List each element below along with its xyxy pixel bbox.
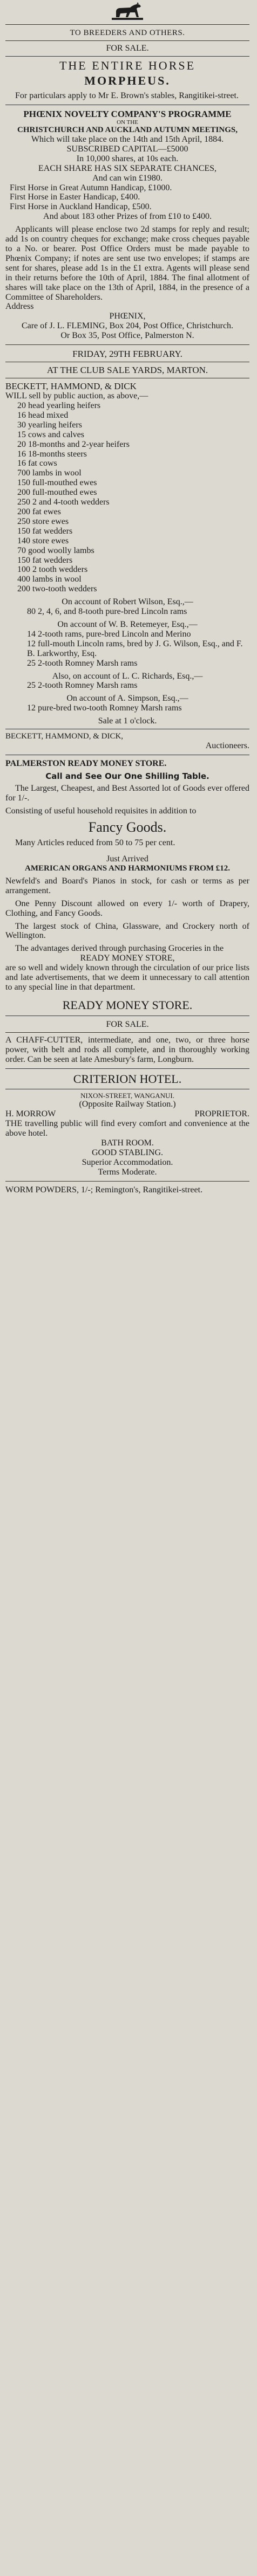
horse-heading: THE ENTIRE HORSE (59, 58, 196, 72)
sale-signature-title: Auctioneers. (205, 741, 249, 750)
divider (5, 344, 249, 345)
chaff-for-sale: FOR SALE. (106, 1020, 149, 1030)
store-para-7: The advantages derived through purchasing Groceries in the (15, 944, 224, 954)
store-para-3: Many Articles reduced from 50 to 75 per cent. (15, 838, 175, 848)
stock-item: 200 fat ewes (17, 507, 61, 516)
divider (5, 1181, 249, 1182)
richards-account: Also, on account of L. C. Richards, Esq.,— (52, 671, 203, 681)
store-para-1: The Largest, Cheapest, and Best Assorted lot of Goods ever offered for 1/-. (5, 784, 249, 803)
sale-firm: BECKETT, HAMMOND, & DICK (5, 381, 137, 392)
wilson-rams: 80 2, 4, 6, and 8-tooth pure-bred Lincoln rams (27, 607, 187, 617)
phoenix-prize-4: And about 183 other Prizes of from £10 to £400. (43, 212, 212, 222)
stock-item: 16 head mixed (17, 410, 69, 420)
divider (5, 56, 249, 57)
section-title: TO BREEDERS AND OTHERS. (70, 29, 185, 37)
stock-item: 400 lambs in wool (17, 575, 82, 584)
just-arrived: Just Arrived (106, 854, 148, 864)
hotel-title: CRITERION HOTEL. (73, 1072, 182, 1086)
phoenix-care-of: Care of J. L. FLEMING, Box 204, Post Office, Christchurch. (21, 321, 234, 331)
store-para-4: Newfeld's and Board's Pianos in stock, for cash or terms as per arrangement. (5, 876, 249, 895)
stock-item: 100 2 tooth wedders (17, 565, 88, 575)
masthead-emblem (5, 0, 249, 20)
stock-item: 20 18-months and 2-year heifers (17, 439, 130, 449)
organs: AMERICAN ORGANS AND HARMONIUMS FROM £12. (25, 864, 230, 873)
phoenix-prize-2: First Horse in Easter Handicap, £400. (10, 192, 140, 202)
stock-item: 250 2 and 4-tooth wedders (17, 498, 110, 507)
simpson-account: On account of A. Simpson, Esq.,— (66, 694, 188, 703)
phoenix-win: And can win £1980. (92, 173, 163, 183)
stock-item: 200 full-mouthed ewes (17, 488, 97, 498)
hotel-stabling: GOOD STABLING. (91, 1148, 164, 1157)
horse-body: For particulars apply to Mr E. Brown's stables, Rangitikei-street. (15, 91, 239, 100)
for-sale-label: FOR SALE. (106, 43, 149, 53)
fancy-goods: Fancy Goods. (88, 819, 167, 835)
proprietor-name: H. MORROW (5, 1109, 56, 1119)
retemeyer-rams-1: 14 2-tooth rams, pure-bred Lincoln and Merino (27, 629, 191, 639)
store-para-5: One Penny Discount allowed on every 1/- worth of Drapery, Clothing, and Fancy Goods. (5, 899, 249, 918)
store-para-8: are so well and widely known through the circulation of our price lists and late advertisements, that we deem it unnecessary to call attention to any special line in that department. (5, 963, 249, 992)
stock-item: 150 fat wedders (17, 555, 73, 565)
phoenix-shares: In 10,000 shares, at 10s each. (76, 154, 179, 163)
sale-signature-firm: BECKETT, HAMMOND, & DICK, (5, 732, 124, 741)
sale-time: Sale at 1 o'clock. (98, 716, 157, 726)
phoenix-capital: SUBSCRIBED CAPITAL—£5000 (66, 144, 188, 154)
phoenix-on-the: ON THE (117, 119, 138, 126)
simpson-rams: 12 pure-bred two-tooth Romney Marsh rams (27, 703, 182, 713)
phoenix-each-share: EACH SHARE HAS SIX SEPARATE CHANCES, (38, 163, 217, 173)
stock-list (5, 401, 249, 594)
hotel-accommodation: Superior Accommodation. (82, 1157, 173, 1167)
hotel-terms: Terms Moderate. (98, 1167, 157, 1177)
stock-item: 150 fat wedders (17, 526, 73, 536)
retemeyer-rams-3: 25 2-tooth Romney Marsh rams (27, 658, 138, 668)
stock-item: 16 18-months steers (17, 449, 87, 459)
phoenix-meetings: CHRISTCHURCH AND AUCKLAND AUTUMN MEETINGS, (17, 126, 238, 135)
sale-date: FRIDAY, 29TH FEBRUARY. (72, 349, 182, 360)
store-headline: Call and See Our One Shilling Table. (45, 771, 209, 781)
store-title: PALMERSTON READY MONEY STORE. (5, 758, 167, 768)
divider (5, 1068, 249, 1069)
stock-item: 200 two-tooth wedders (17, 584, 97, 594)
wilson-account: On account of Robert Wilson, Esq.,— (62, 597, 193, 607)
phoenix-prize-3: First Horse in Auckland Handicap, £500. (10, 202, 152, 212)
sale-intro: WILL sell by public auction, as above,— (5, 391, 148, 401)
phoenix-body: Applicants will please enclose two 2d stamps for reply and result; add 1s on country cheques for exchange; make cross cheques payable to a No. or bearer. Post Office Orders must be made payable to Phœnix Company; if notes are sent use two envelopes; if stamps are sent for shares, please add 1s in the £1 extra. Agents will please send in their returns before the 10th of April, 1884. The final allotment of shares will take place on the 13th of April, 1884, in the presence of a Committee of Shareholders. (5, 225, 249, 302)
stock-item: 20 head yearling heifers (17, 401, 101, 411)
stock-item: 700 lambs in wool (17, 468, 82, 478)
store-para-6: The largest stock of China, Glassware, and Crockery north of Wellington. (5, 921, 249, 941)
hotel-street: NIXON-STREET, WANGANUI. (80, 1091, 174, 1100)
stock-item: 30 yearling heifers (17, 420, 82, 430)
divider (5, 40, 249, 41)
stock-item: 15 cows and calves (17, 430, 84, 439)
hotel-bath: BATH ROOM. (101, 1138, 154, 1148)
phoenix-signature: PHŒNIX, (109, 312, 146, 321)
retemeyer-rams-2: 12 full-mouth Lincoln rams, bred by J. G. Wilson, Esq., and F. B. Larkworthy, Esq. (27, 639, 243, 658)
ready-money-store: READY MONEY STORE, (80, 954, 175, 963)
hotel-body: THE travelling public will find every comfort and convenience at the above hotel. (5, 1119, 249, 1138)
phoenix-heading: PHŒNIX NOVELTY COMPANY'S PROGRAMME (23, 108, 232, 119)
stock-item: 140 store ewes (17, 536, 69, 545)
retemeyer-account: On account of W. B. Retemeyer, Esq.,— (57, 619, 198, 629)
stock-item: 150 full-mouthed ewes (17, 478, 97, 488)
divider (5, 24, 249, 25)
phoenix-address-label: Address (5, 302, 34, 312)
phoenix-or-box: Or Box 35, Post Office, Palmerston N. (60, 331, 194, 341)
proprietor-label: PROPRIETOR. (194, 1109, 249, 1119)
sale-venue: AT THE CLUB SALE YARDS, MARTON. (46, 365, 208, 376)
worm-powders: WORM POWDERS, 1/-; Remington's, Rangitikei-street. (5, 1185, 203, 1194)
stock-item: 250 store ewes (17, 516, 69, 526)
store-para-2: Consisting of useful household requisites in addition to (5, 806, 197, 816)
hotel-opposite: (Opposite Railway Station.) (79, 1100, 176, 1109)
stock-item: 70 good woolly lambs (17, 545, 94, 555)
phoenix-dates: Which will take place on the 14th and 15th April, 1884. (31, 135, 224, 144)
divider (5, 1032, 249, 1033)
horse-name: MORPHEUS. (84, 74, 171, 88)
hotel-proprietor (5, 1109, 249, 1119)
stock-item: 16 fat cows (17, 459, 57, 468)
richards-rams: 25 2-tooth Romney Marsh rams (27, 681, 138, 690)
store-footer: READY MONEY STORE. (62, 998, 193, 1012)
chaff-body: A CHAFF-CUTTER, intermediate, and one, two, or three horse power, with belt and rods all complete, and in thoroughly working order. Can be seen at late Amesbury's farm, Longburn. (5, 1035, 249, 1065)
phoenix-prize-1: First Horse in Great Autumn Handicap, £1000. (10, 183, 172, 192)
horse-emblem-icon (109, 2, 146, 20)
